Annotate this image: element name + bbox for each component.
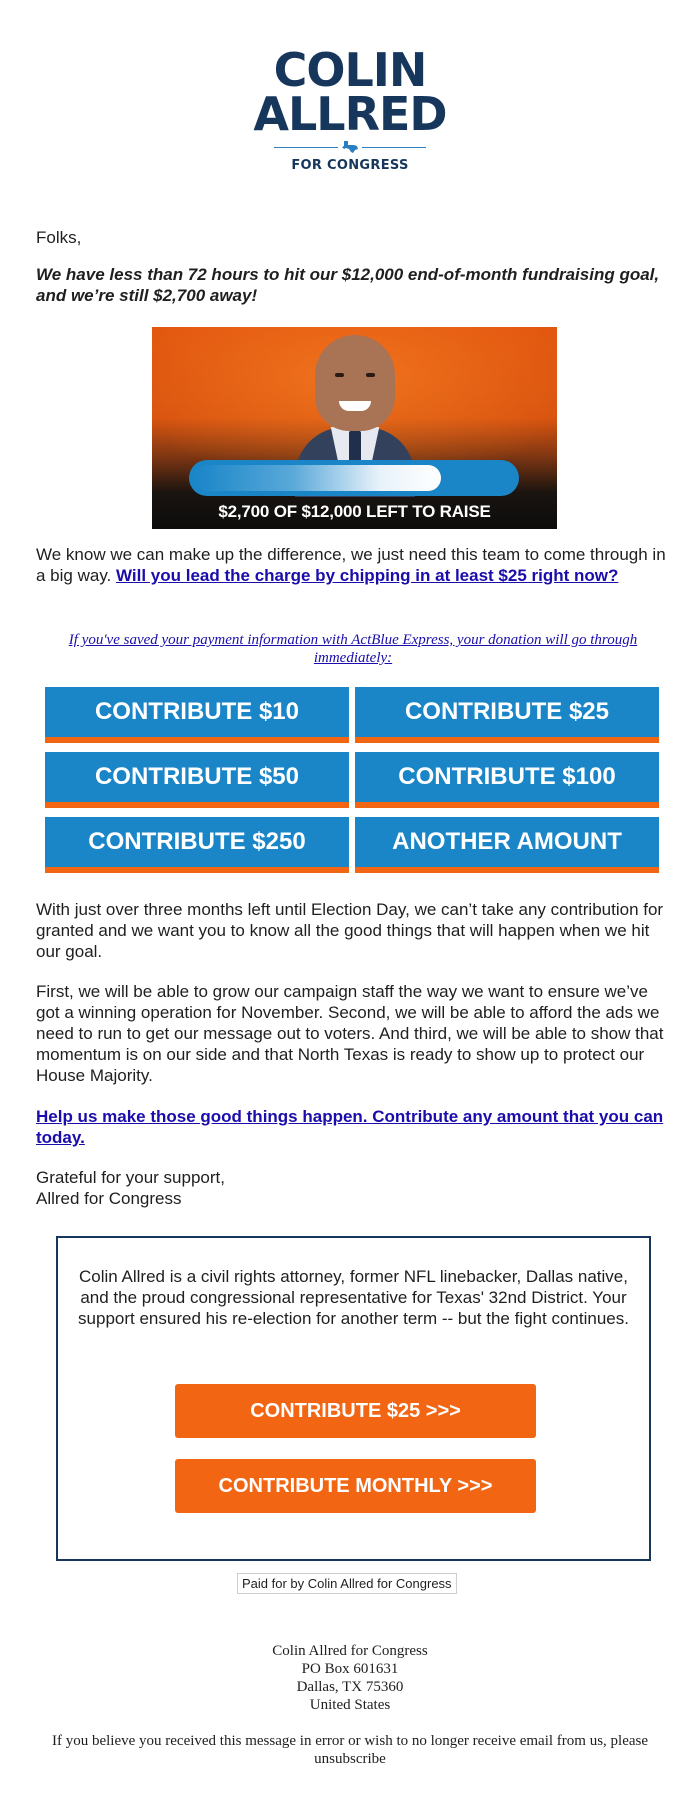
address-line: Colin Allred for Congress [272,1643,428,1659]
address-line: United States [309,1697,391,1713]
signoff-line-2: Allred for Congress [36,1189,182,1208]
signoff-line-1: Grateful for your support, [36,1168,225,1187]
contribute-50-button[interactable]: CONTRIBUTE $50 [45,752,349,808]
contribute-monthly-button[interactable]: CONTRIBUTE MONTHLY >>> [175,1459,536,1513]
paid-for-disclaimer: Paid for by Colin Allred for Congress [237,1573,457,1594]
goals-paragraph: First, we will be able to grow our campaign staff the way we want to ensure we’ve got a winning operation for November. Second, we will be able to afford the ads we need to run to get our message out to voters. And third, we will be able to show that momentum is on our side and that North Texas is ready to show up to protect our House Majority. [36,982,664,1085]
address-line: Dallas, TX 75360 [296,1679,404,1695]
address-line: PO Box 601631 [301,1661,399,1677]
signoff [36,1167,670,1209]
contribute-100-button[interactable]: CONTRIBUTE $100 [355,752,659,808]
another-amount-button[interactable]: ANOTHER AMOUNT [355,817,659,873]
cta-paragraph [36,1106,670,1148]
greeting: Folks, [36,228,82,247]
lead-paragraph: We have less than 72 hours to hit our $12,000 end-of-month fundraising goal, and we’re still $2,700 away! [36,265,660,305]
campaign-logo [0,43,700,173]
actblue-note [42,631,664,667]
contribute-any-amount-link[interactable]: Help us make those good things happen. Contribute any amount that you can today. [36,1107,664,1147]
contribute-10-button[interactable]: CONTRIBUTE $10 [45,687,349,743]
logo-subtitle: FOR CONGRESS [291,158,409,173]
progress-bar [189,460,519,496]
logo-divider [274,140,426,154]
election-paragraph: With just over three months left until Election Day, we can’t take any contribution for granted and we want you to know all the good things that will happen when we hit our goal. [36,900,664,961]
mailing-address [0,1642,700,1714]
texas-icon [340,140,360,154]
logo-line-1: COLIN [273,43,427,97]
appeal-text: We know we can make up the difference, we just need this team to come through in a big way. [36,545,666,585]
unsubscribe-notice [40,1732,660,1768]
appeal-paragraph [36,544,670,586]
contribute-25-button[interactable]: CONTRIBUTE $25 [355,687,659,743]
bio-text: Colin Allred is a civil rights attorney, former NFL linebacker, Dallas native, and the proud congressional representative for Texas' 32nd District. Your support ensured his re-election for another term -- but the fight continues. [78,1267,629,1328]
chip-in-link[interactable]: Will you lead the charge by chipping in at least $25 right now? [116,566,619,585]
hero-banner[interactable] [152,327,557,529]
progress-caption: $2,700 OF $12,000 LEFT TO RAISE [218,502,491,521]
unsubscribe-link[interactable]: If you believe you received this message in error or wish to no longer receive email from us, please unsubscribe [51,1733,649,1767]
actblue-note-link[interactable]: If you've saved your payment information with ActBlue Express, your donation will go through immediately: [68,632,638,666]
logo-line-2: ALLRED [253,87,447,141]
contribute-25-cta-button[interactable]: CONTRIBUTE $25 >>> [175,1384,536,1438]
contribute-250-button[interactable]: CONTRIBUTE $250 [45,817,349,873]
progress-bar-fill [195,465,441,491]
bio-box [56,1236,651,1561]
